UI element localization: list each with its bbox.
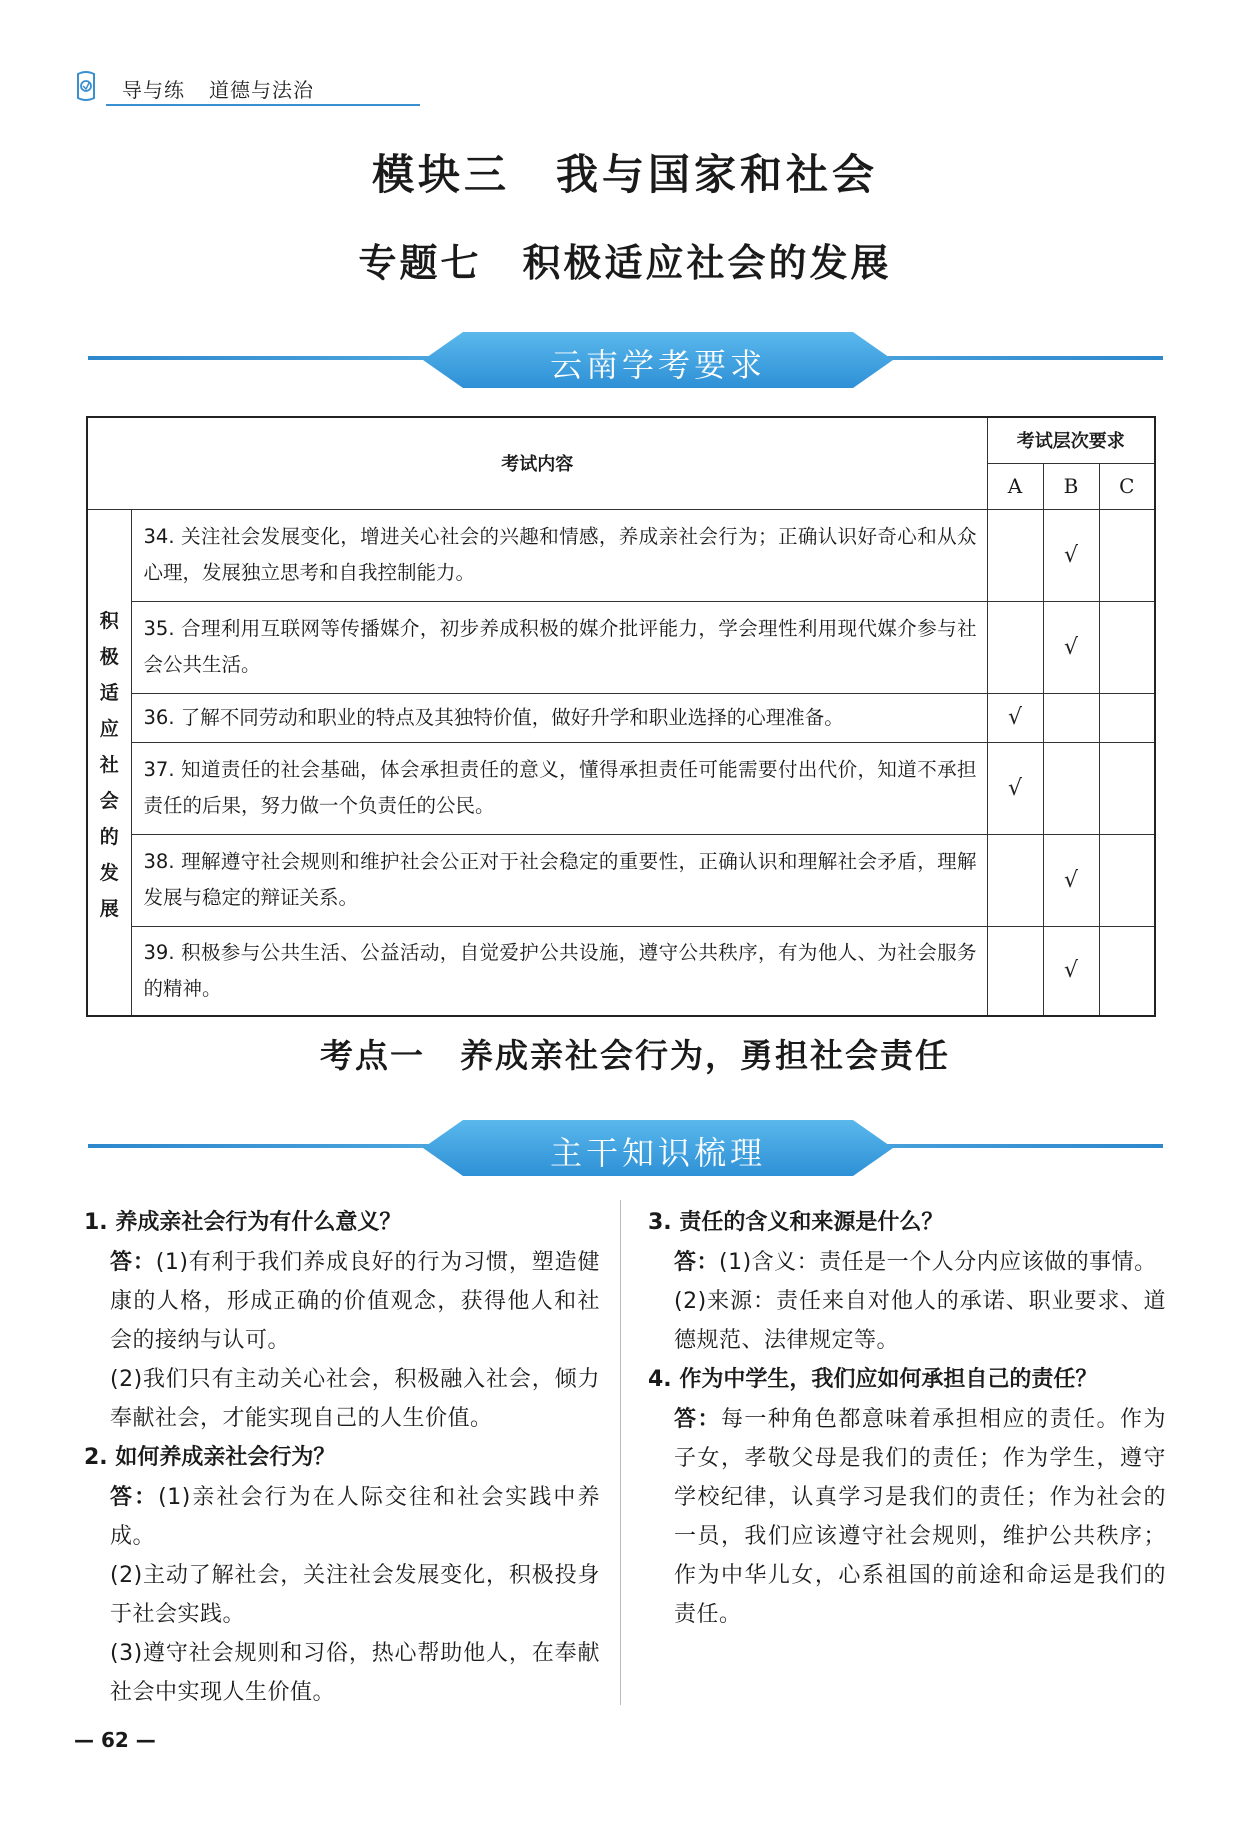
- answer-1-point-2: (2)我们只有主动关心社会，积极融入社会，倾力奉献社会，才能实现自己的人生价值。: [110, 1367, 600, 1431]
- answer-2: [84, 1478, 600, 1712]
- book-logo-icon: [72, 70, 100, 104]
- mark-b: √: [1043, 509, 1099, 601]
- module-title: 模块三 我与国家和社会: [371, 150, 878, 199]
- table-row: [87, 509, 1155, 601]
- answer-3-point-1: (1)含义：责任是一个人分内应该做的事情。: [719, 1250, 1157, 1275]
- mark-b: [1043, 742, 1099, 834]
- mark-b: √: [1043, 834, 1099, 926]
- mark-a: [987, 834, 1043, 926]
- banner-title: 主干知识梳理: [549, 1134, 766, 1172]
- mark-a: [987, 509, 1043, 601]
- mark-c: [1099, 742, 1155, 834]
- mark-a: √: [987, 742, 1043, 834]
- question-2: 2. 如何养成亲社会行为？: [84, 1445, 336, 1470]
- mark-b: [1043, 693, 1099, 742]
- requirement-text: 36. 了解不同劳动和职业的特点及其独特价值，做好升学和职业选择的心理准备。: [131, 693, 987, 742]
- answer-4-text: 每一种角色都意味着承担相应的责任。作为子女，孝敬父母是我们的责任；作为学生，遵守学校纪律，认真学习是我们的责任；作为社会的一员，我们应该遵守社会规则，维护公共秩序；作为中华儿女，心系祖国的前途和命运是我们的责任。: [674, 1407, 1166, 1627]
- answer-3-point-2: (2)来源：责任来自对他人的承诺、职业要求、道德规范、法律规定等。: [674, 1289, 1166, 1353]
- answer-1-point-1: (1)有利于我们养成良好的行为习惯，塑造健康的人格，形成正确的价值观念，获得他人和社会的接纳与认可。: [110, 1250, 600, 1353]
- category-cell: [87, 509, 131, 1016]
- header-subject: 道德与法治: [209, 78, 314, 102]
- table-row: [87, 834, 1155, 926]
- header-underline: [106, 104, 420, 106]
- answer-2-point-2: (2)主动了解社会，关注社会发展变化，积极投身于社会实践。: [110, 1563, 600, 1627]
- table-header-level: 考试层次要求: [987, 417, 1155, 463]
- mark-c: [1099, 693, 1155, 742]
- requirement-text: 35. 合理利用互联网等传播媒介，初步养成积极的媒介批评能力，学会理性利用现代媒介参与社会公共生活。: [131, 601, 987, 693]
- mark-a: [987, 601, 1043, 693]
- answer-label: 答：: [674, 1250, 720, 1275]
- mark-c: [1099, 834, 1155, 926]
- answer-2-point-1: (1)亲社会行为在人际交往和社会实践中养成。: [110, 1485, 600, 1549]
- page-number: — 62 —: [74, 1728, 156, 1752]
- table-row: [87, 926, 1155, 1016]
- mark-b: √: [1043, 601, 1099, 693]
- mark-c: [1099, 509, 1155, 601]
- table-row: [87, 693, 1155, 742]
- mark-c: [1099, 601, 1155, 693]
- mark-c: [1099, 926, 1155, 1016]
- page-header: [70, 68, 420, 108]
- banner-title: 云南学考要求: [549, 346, 766, 384]
- requirement-text: 39. 积极参与公共生活、公益活动，自觉爱护公共设施，遵守公共秩序，有为他人、为社会服务的精神。: [131, 926, 987, 1016]
- category-char: 社: [99, 754, 119, 777]
- question-3: 3. 责任的含义和来源是什么？: [648, 1210, 944, 1235]
- answer-4: [648, 1400, 1166, 1634]
- requirements-table: [86, 416, 1156, 1017]
- right-column: [648, 1203, 1166, 1634]
- category-char: 展: [99, 898, 119, 921]
- category-char: 发: [99, 862, 119, 885]
- mark-b: √: [1043, 926, 1099, 1016]
- topic-title: 专题七 积极适应社会的发展: [358, 240, 892, 285]
- answer-label: 答：: [674, 1407, 721, 1432]
- section-banner-requirements: [88, 332, 1163, 388]
- answer-1: [84, 1243, 600, 1438]
- level-a-header: A: [987, 463, 1043, 509]
- level-c-header: C: [1099, 463, 1155, 509]
- answer-label: 答：: [110, 1485, 159, 1510]
- mark-a: [987, 926, 1043, 1016]
- table-row: [87, 601, 1155, 693]
- category-char: 适: [99, 682, 119, 705]
- level-b-header: B: [1043, 463, 1099, 509]
- requirement-text: 38. 理解遵守社会规则和维护社会公正对于社会稳定的重要性，正确认识和理解社会矛盾，理解发展与稳定的辩证关系。: [131, 834, 987, 926]
- question-1: 1. 养成亲社会行为有什么意义？: [84, 1210, 402, 1235]
- requirement-text: 34. 关注社会发展变化，增进关心社会的兴趣和情感，养成亲社会行为；正确认识好奇心和从众心理，发展独立思考和自我控制能力。: [131, 509, 987, 601]
- mark-a: √: [987, 693, 1043, 742]
- answer-label: 答：: [110, 1250, 156, 1275]
- column-divider: [620, 1200, 621, 1705]
- left-column: [84, 1203, 600, 1712]
- section-banner-knowledge: [88, 1120, 1163, 1176]
- exam-point-title: 考点一 养成亲社会行为，勇担社会责任: [320, 1036, 950, 1075]
- category-char: 应: [99, 718, 119, 741]
- category-char: 积: [99, 610, 119, 633]
- question-4: 4. 作为中学生，我们应如何承担自己的责任？: [648, 1367, 1098, 1392]
- category-char: 会: [99, 790, 119, 813]
- category-char: 极: [99, 646, 119, 669]
- answer-2-point-3: (3)遵守社会规则和习俗，热心帮助他人，在奉献社会中实现人生价值。: [110, 1641, 600, 1705]
- table-row: [87, 742, 1155, 834]
- category-char: 的: [99, 826, 119, 849]
- requirement-text: 37. 知道责任的社会基础，体会承担责任的意义，懂得承担责任可能需要付出代价，知道不承担责任的后果，努力做一个负责任的公民。: [131, 742, 987, 834]
- table-header-content: 考试内容: [87, 417, 987, 509]
- answer-3: [648, 1243, 1166, 1360]
- header-text: [122, 74, 338, 103]
- header-book-name: 导与练: [122, 78, 185, 102]
